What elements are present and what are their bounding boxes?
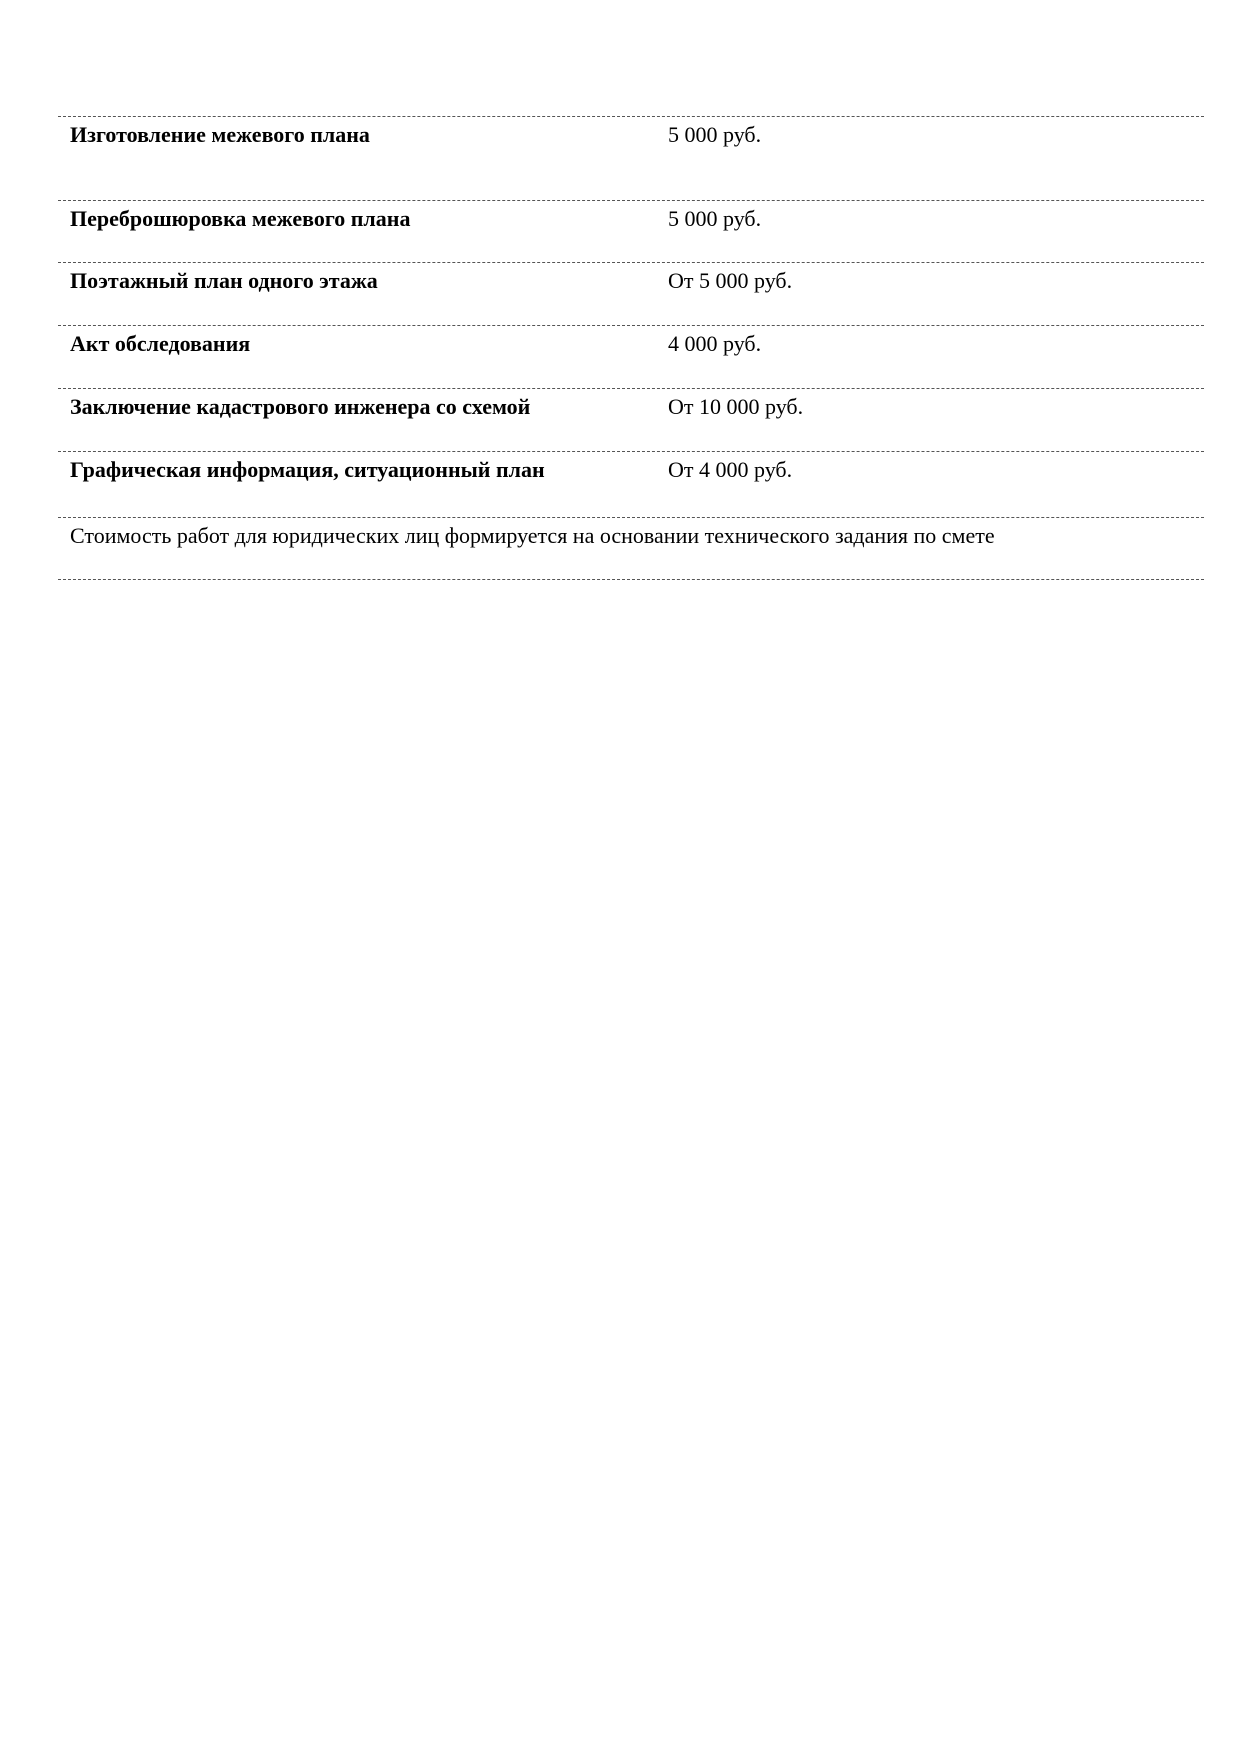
service-price: 4 000 руб. bbox=[668, 331, 762, 356]
service-price: 5 000 руб. bbox=[668, 206, 762, 231]
price-row bbox=[58, 389, 1204, 452]
service-name: Заключение кадастрового инженера со схемой bbox=[70, 394, 531, 419]
price-row bbox=[58, 326, 1204, 389]
service-name: Акт обследования bbox=[70, 331, 251, 356]
service-price: От 4 000 руб. bbox=[668, 457, 793, 482]
service-price: От 10 000 руб. bbox=[668, 394, 804, 419]
legal-entities-note: Стоимость работ для юридических лиц формируется на основании технического задания по смете bbox=[58, 518, 1204, 580]
service-name: Переброшюровка межевого плана bbox=[70, 206, 411, 231]
service-price: От 5 000 руб. bbox=[668, 268, 793, 293]
service-name: Поэтажный план одного этажа bbox=[70, 268, 378, 293]
price-row bbox=[58, 452, 1204, 518]
price-row bbox=[58, 117, 1204, 201]
price-table bbox=[58, 116, 1204, 580]
service-name: Графическая информация, ситуационный план bbox=[70, 457, 545, 482]
service-name: Изготовление межевого плана bbox=[70, 122, 370, 147]
price-row bbox=[58, 201, 1204, 263]
service-price: 5 000 руб. bbox=[668, 122, 762, 147]
price-row bbox=[58, 263, 1204, 326]
